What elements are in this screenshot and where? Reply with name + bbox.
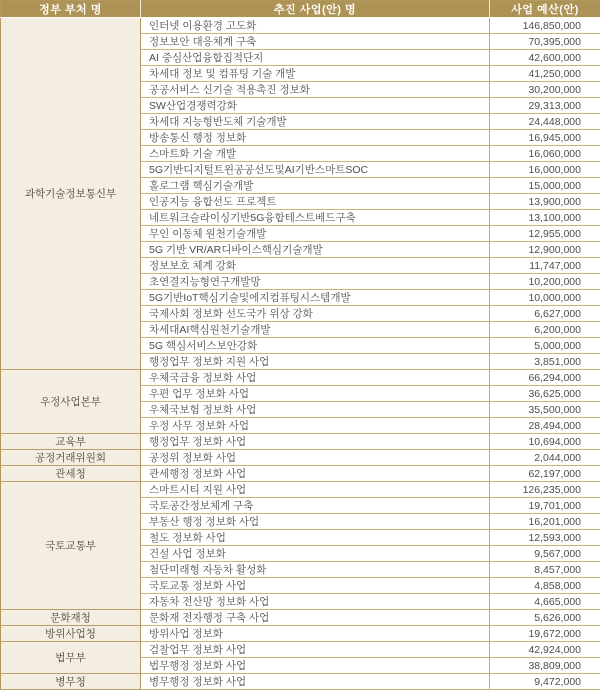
department-cell: 방위사업청 [1, 626, 141, 642]
budget-cell: 10,694,000 [490, 434, 600, 450]
project-name-cell: AI 중심산업융합집적단지 [141, 50, 490, 66]
project-name-cell: 법무행정 정보화 사업 [141, 658, 490, 674]
budget-cell: 12,955,000 [490, 226, 600, 242]
budget-cell: 28,494,000 [490, 418, 600, 434]
budget-cell: 41,250,000 [490, 66, 600, 82]
budget-cell: 5,626,000 [490, 610, 600, 626]
budget-cell: 24,448,000 [490, 114, 600, 130]
project-name-cell: 정보보호 체계 강화 [141, 258, 490, 274]
budget-cell: 19,701,000 [490, 498, 600, 514]
project-name-cell: 우정 사무 정보화 사업 [141, 418, 490, 434]
budget-cell: 13,900,000 [490, 194, 600, 210]
budget-cell: 35,500,000 [490, 402, 600, 418]
budget-cell: 62,197,000 [490, 466, 600, 482]
project-name-cell: 자동차 전산망 정보화 사업 [141, 594, 490, 610]
table-row [1, 18, 600, 34]
project-name-cell: 인공지능 융합선도 프로젝트 [141, 194, 490, 210]
budget-cell: 146,850,000 [490, 18, 600, 34]
table-header [1, 1, 600, 18]
table-row [1, 434, 600, 450]
project-name-cell: 5G기반디지털트윈공공선도및AI기반스마트SOC [141, 162, 490, 178]
table-row [1, 482, 600, 498]
project-name-cell: 네트워크슬라이싱기반5G융합테스트베드구축 [141, 210, 490, 226]
table-row [1, 466, 600, 482]
project-name-cell: 첨단미래형 자동차 활성화 [141, 562, 490, 578]
project-name-cell: 국토교통 정보화 사업 [141, 578, 490, 594]
budget-cell: 70,395,000 [490, 34, 600, 50]
header-budget: 사업 예산(안) [490, 1, 600, 18]
project-name-cell: 5G기반IoT핵심기술및에지컴퓨팅시스템개발 [141, 290, 490, 306]
project-name-cell: 스마트화 기술 개발 [141, 146, 490, 162]
budget-cell: 16,000,000 [490, 162, 600, 178]
table-row [1, 642, 600, 658]
project-name-cell: 우체국보험 정보화 사업 [141, 402, 490, 418]
project-name-cell: 건설 사업 정보화 [141, 546, 490, 562]
project-name-cell: 철도 정보화 사업 [141, 530, 490, 546]
department-cell: 관세청 [1, 466, 141, 482]
table-row [1, 370, 600, 386]
project-name-cell: 차세대 정보 및 컴퓨팅 기술 개발 [141, 66, 490, 82]
budget-cell: 66,294,000 [490, 370, 600, 386]
budget-cell: 9,567,000 [490, 546, 600, 562]
budget-cell: 30,200,000 [490, 82, 600, 98]
project-name-cell: 관세행정 정보화 사업 [141, 466, 490, 482]
project-name-cell: 문화재 전자행정 구축 사업 [141, 610, 490, 626]
budget-cell: 42,924,000 [490, 642, 600, 658]
project-name-cell: 국제사회 정보화 선도국가 위상 강화 [141, 306, 490, 322]
budget-cell: 15,000,000 [490, 178, 600, 194]
project-name-cell: 검찰업무 정보화 사업 [141, 642, 490, 658]
project-name-cell: 방송통신 행정 정보화 [141, 130, 490, 146]
budget-cell: 16,945,000 [490, 130, 600, 146]
budget-cell: 19,672,000 [490, 626, 600, 642]
project-name-cell: SW산업경쟁력강화 [141, 98, 490, 114]
project-name-cell: 정보보안 대응체계 구축 [141, 34, 490, 50]
budget-cell: 5,000,000 [490, 338, 600, 354]
header-row [1, 1, 600, 18]
budget-cell: 16,201,000 [490, 514, 600, 530]
budget-cell: 36,625,000 [490, 386, 600, 402]
budget-cell: 10,000,000 [490, 290, 600, 306]
table-body [1, 18, 600, 690]
budget-cell: 8,457,000 [490, 562, 600, 578]
budget-cell: 11,747,000 [490, 258, 600, 274]
budget-cell: 4,665,000 [490, 594, 600, 610]
budget-cell: 4,858,000 [490, 578, 600, 594]
budget-cell: 126,235,000 [490, 482, 600, 498]
budget-cell: 38,809,000 [490, 658, 600, 674]
budget-cell: 42,600,000 [490, 50, 600, 66]
project-name-cell: 공공서비스 신기술 적용촉진 정보화 [141, 82, 490, 98]
budget-cell: 29,313,000 [490, 98, 600, 114]
table-row [1, 450, 600, 466]
project-name-cell: 우체국금융 정보화 사업 [141, 370, 490, 386]
project-name-cell: 5G 기반 VR/AR디바이스핵심기술개발 [141, 242, 490, 258]
department-cell: 우정사업본부 [1, 370, 141, 434]
budget-cell: 16,060,000 [490, 146, 600, 162]
project-name-cell: 초연결지능형연구개발망 [141, 274, 490, 290]
budget-cell: 3,851,000 [490, 354, 600, 370]
department-cell: 문화재청 [1, 610, 141, 626]
project-name-cell: 5G 핵심서비스보안강화 [141, 338, 490, 354]
project-name-cell: 행정업무 정보화 지원 사업 [141, 354, 490, 370]
project-name-cell: 공정위 정보화 사업 [141, 450, 490, 466]
project-name-cell: 홀로그램 핵심기술개발 [141, 178, 490, 194]
department-cell: 교육부 [1, 434, 141, 450]
budget-cell: 6,200,000 [490, 322, 600, 338]
project-name-cell: 차세대 지능형반도체 기술개발 [141, 114, 490, 130]
budget-cell: 12,900,000 [490, 242, 600, 258]
department-cell: 과학기술정보통신부 [1, 18, 141, 370]
project-name-cell: 국토공간정보체계 구축 [141, 498, 490, 514]
header-project: 추진 사업(안) 명 [141, 1, 490, 18]
project-name-cell: 행정업무 정보화 사업 [141, 434, 490, 450]
budget-cell: 9,472,000 [490, 674, 600, 690]
project-name-cell: 부동산 행정 정보화 사업 [141, 514, 490, 530]
department-cell: 공정거래위원회 [1, 450, 141, 466]
budget-cell: 12,593,000 [490, 530, 600, 546]
header-department: 정부 부처 명 [1, 1, 141, 18]
budget-cell: 2,044,000 [490, 450, 600, 466]
project-name-cell: 병무행정 정보화 사업 [141, 674, 490, 690]
project-name-cell: 무인 이동체 원천기술개발 [141, 226, 490, 242]
project-name-cell: 스마트시티 지원 사업 [141, 482, 490, 498]
project-name-cell: 인터넷 이용환경 고도화 [141, 18, 490, 34]
project-name-cell: 우편 업무 정보화 사업 [141, 386, 490, 402]
project-name-cell: 차세대AI핵심원천기술개발 [141, 322, 490, 338]
budget-cell: 6,627,000 [490, 306, 600, 322]
table-row [1, 610, 600, 626]
budget-cell: 13,100,000 [490, 210, 600, 226]
table-row [1, 674, 600, 690]
department-cell: 병무청 [1, 674, 141, 690]
project-name-cell: 방위사업 정보화 [141, 626, 490, 642]
table-row [1, 626, 600, 642]
budget-cell: 10,200,000 [490, 274, 600, 290]
department-cell: 국토교통부 [1, 482, 141, 610]
department-cell: 법무부 [1, 642, 141, 674]
